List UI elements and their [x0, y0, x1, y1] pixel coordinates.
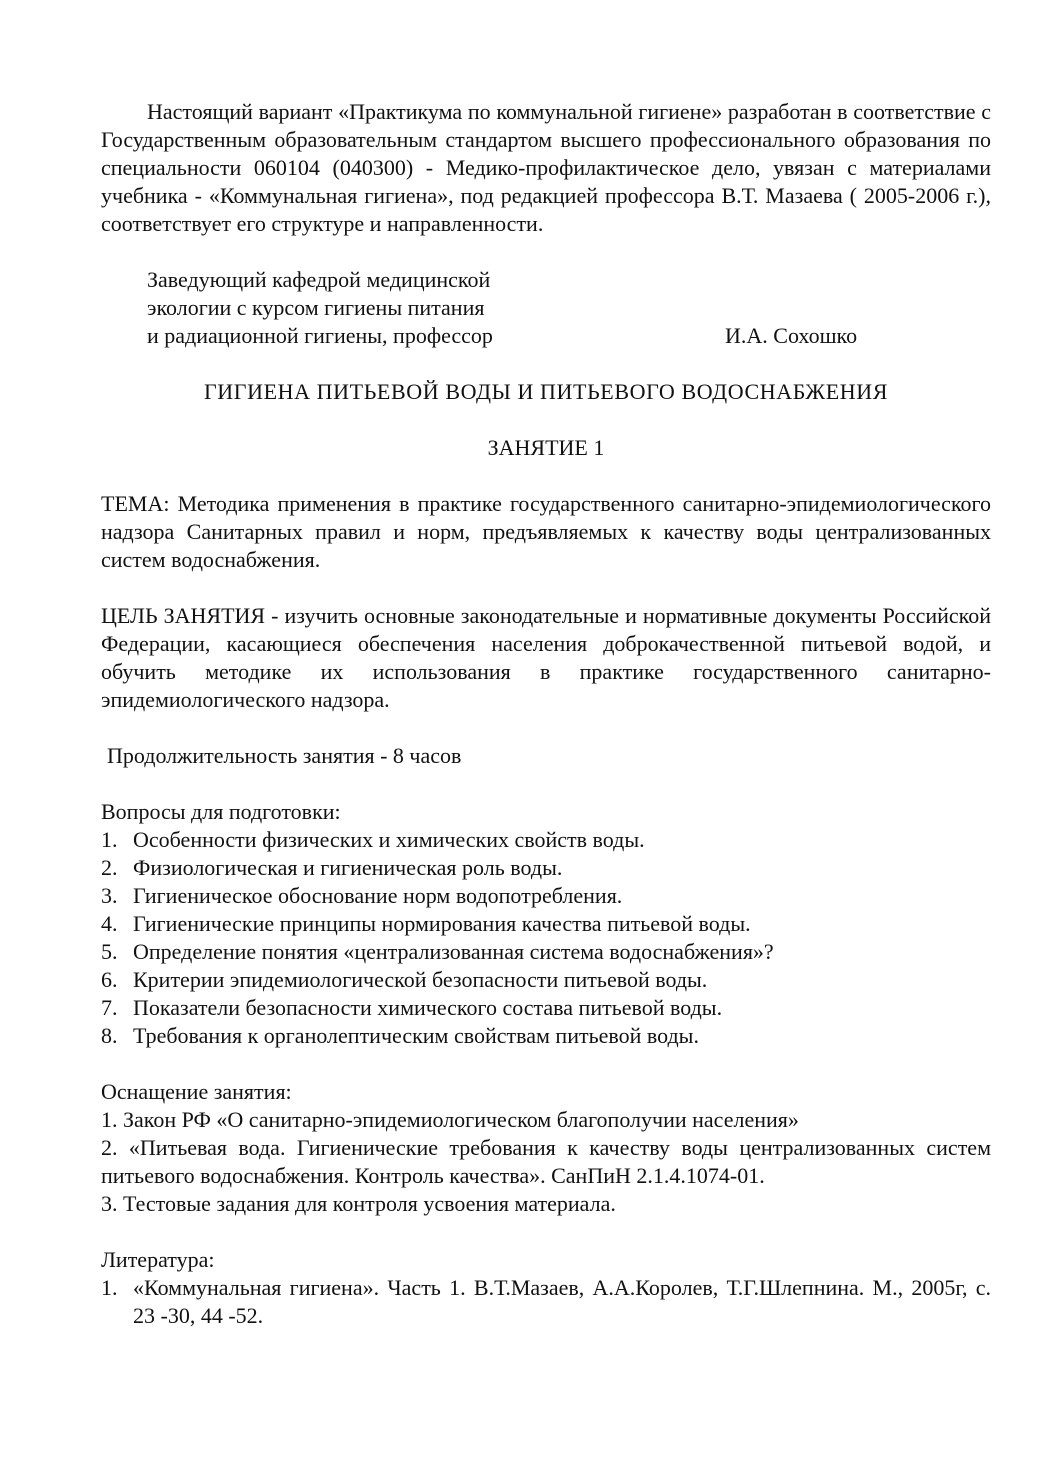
list-item: [101, 994, 991, 1022]
list-item: [101, 1274, 991, 1330]
questions-list: [101, 826, 991, 1050]
list-text: Особенности физических и химических свойств воды.: [133, 827, 645, 852]
literature-heading: Литература:: [101, 1247, 215, 1272]
list-text: Критерии эпидемиологической безопасности питьевой воды.: [133, 967, 708, 992]
spacer: [101, 770, 991, 798]
spacer: [101, 462, 991, 490]
signature-line: экологии с курсом гигиены питания: [147, 295, 485, 320]
duration-line: Продолжительность занятия - 8 часов: [107, 743, 462, 768]
list-item: 2. «Питьевая вода. Гигиенические требования к качеству воды централизованных систем питьевого водоснабжения. Контроль качества». СанПиН 2.1.4.1074-01.: [101, 1135, 991, 1188]
equipment-list: [101, 1106, 991, 1218]
signature-line: и радиационной гигиены, профессор: [147, 323, 493, 348]
spacer: [101, 1050, 991, 1078]
list-item: [101, 826, 991, 854]
literature-list: [101, 1274, 991, 1330]
list-item: 3. Тестовые задания для контроля усвоения материала.: [101, 1191, 616, 1216]
topic-paragraph: ТЕМА: Методика применения в практике государственного санитарно-эпидемиологического надзора Санитарных правил и норм, предъявляемых к качеству воды централизованных систем водоснабжения.: [101, 491, 991, 572]
list-number: 4.: [101, 911, 118, 936]
list-number: 6.: [101, 967, 118, 992]
list-number: 7.: [101, 995, 118, 1020]
spacer: [101, 1218, 991, 1246]
list-text: Гигиенические принципы нормирования качества питьевой воды.: [133, 911, 751, 936]
list-text: Показатели безопасности химического состава питьевой воды.: [133, 995, 723, 1020]
list-number: 8.: [101, 1023, 118, 1048]
goal-paragraph: ЦЕЛЬ ЗАНЯТИЯ - изучить основные законодательные и нормативные документы Российской Федерации, касающиеся обеспечения населения доброкачественной питьевой водой, и обучить методике их использования в практике государственного санитарно-эпидемиологического надзора.: [101, 603, 991, 712]
list-item: [101, 938, 991, 966]
list-item: [101, 882, 991, 910]
spacer: [101, 574, 991, 602]
list-item: [101, 854, 991, 882]
signature-line: Заведующий кафедрой медицинской: [147, 267, 491, 292]
list-text: Гигиеническое обоснование норм водопотребления.: [133, 883, 623, 908]
list-number: 5.: [101, 939, 118, 964]
list-number: 2.: [101, 855, 118, 880]
section-title: ГИГИЕНА ПИТЬЕВОЙ ВОДЫ И ПИТЬЕВОГО ВОДОСНАБЖЕНИЯ: [203, 379, 889, 404]
list-item: [101, 1022, 991, 1050]
list-text: Требования к органолептическим свойствам питьевой воды.: [133, 1023, 699, 1048]
questions-heading: Вопросы для подготовки:: [101, 799, 341, 824]
lesson-title: ЗАНЯТИЕ 1: [487, 435, 605, 460]
spacer: [101, 714, 991, 742]
signature-name: И.А. Сохошко: [725, 323, 858, 348]
list-text: Определение понятия «централизованная система водоснабжения»?: [133, 939, 774, 964]
list-item: 1. Закон РФ «О санитарно-эпидемиологическом благополучии населения»: [101, 1107, 799, 1132]
list-item: [101, 966, 991, 994]
list-number: 1.: [101, 1275, 118, 1300]
list-number: 3.: [101, 883, 118, 908]
list-number: 1.: [101, 827, 118, 852]
signature-block: [147, 266, 991, 350]
list-text: «Коммунальная гигиена». Часть 1. В.Т.Мазаев, А.А.Королев, Т.Г.Шлепнина. М., 2005г, с. 23 -30, 44 -52.: [133, 1275, 991, 1328]
list-item: [101, 910, 991, 938]
equipment-heading: Оснащение занятия:: [101, 1079, 292, 1104]
intro-paragraph: Настоящий вариант «Практикума по коммунальной гигиене» разработан в соответствие с Государственным образовательным стандартом высшего профессионального образования по специальности 060104 (040300) - Медико-профилактическое дело, увязан с материалами учебника - «Коммунальная гигиена», под редакцией профессора В.Т. Мазаева ( 2005-2006 г.), соответствует его структуре и направленности.: [101, 99, 991, 236]
list-text: Физиологическая и гигиеническая роль воды.: [133, 855, 563, 880]
document-page: [101, 98, 991, 1330]
